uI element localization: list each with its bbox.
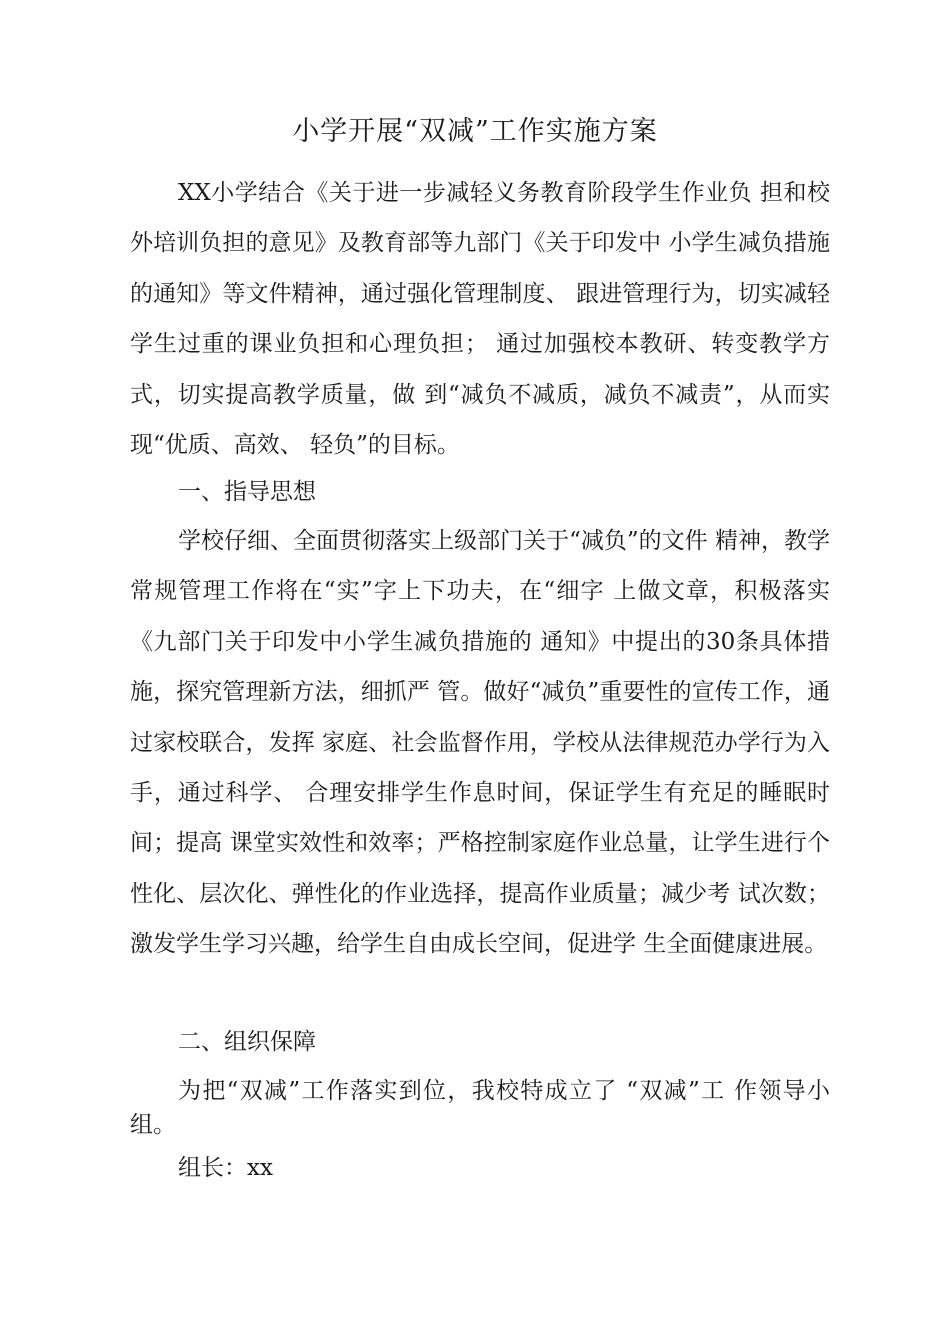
section-body-guiding-ideology: 学校仔细、全面贯彻落实上级部门关于“减负”的文件 精神，教学常规管理工作将在“实”字上下功夫，在“细字 上做文章，积极落实《九部门关于印发中小学生减负措施的 通知》中提出的30条具体措施，探究管理新方法，细抓严 管。做好“减负”重要性的宣传工作，通过家校联合，发挥 家庭、社会监督作用，学校从法律规范办学行为入手，通过科学、 合理安排学生作息时间，保证学生有充足的睡眠时间；提高 课堂实效性和效率；严格控制家庭作业总量，让学生进行个 性化、层次化、弹性化的作业选择，提高作业质量；减少考 试次数；激发学生学习兴趣，给学生自由成长空间，促进学 生全面健康进展。 [130, 528, 830, 958]
leader-line: 组长：xx [178, 1155, 273, 1181]
section-heading-guiding-ideology: 一、指导思想 [178, 479, 316, 505]
section-heading-organization: 二、组织保障 [178, 1029, 316, 1055]
document-title: 小学开展“双减”工作实施方案 [292, 116, 658, 147]
section-body-organization: 为把“双减”工作落实到位，我校特成立了 “双减”工 作领导小组。 [130, 1078, 830, 1138]
intro-paragraph: XX小学结合《关于进一步减轻义务教育阶段学生作业负 担和校外培训负担的意见》及教育部等九部门《关于印发中 小学生减负措施的通知》等文件精神，通过强化管理制度、 跟进管理行为，切实减轻学生过重的课业负担和心理负担； 通过加强校本教研、转变教学方式，切实提高教学质量，做 到“减负不减质，减负不减责”，从而实现“优质、高效、 轻负”的目标。 [130, 180, 830, 459]
